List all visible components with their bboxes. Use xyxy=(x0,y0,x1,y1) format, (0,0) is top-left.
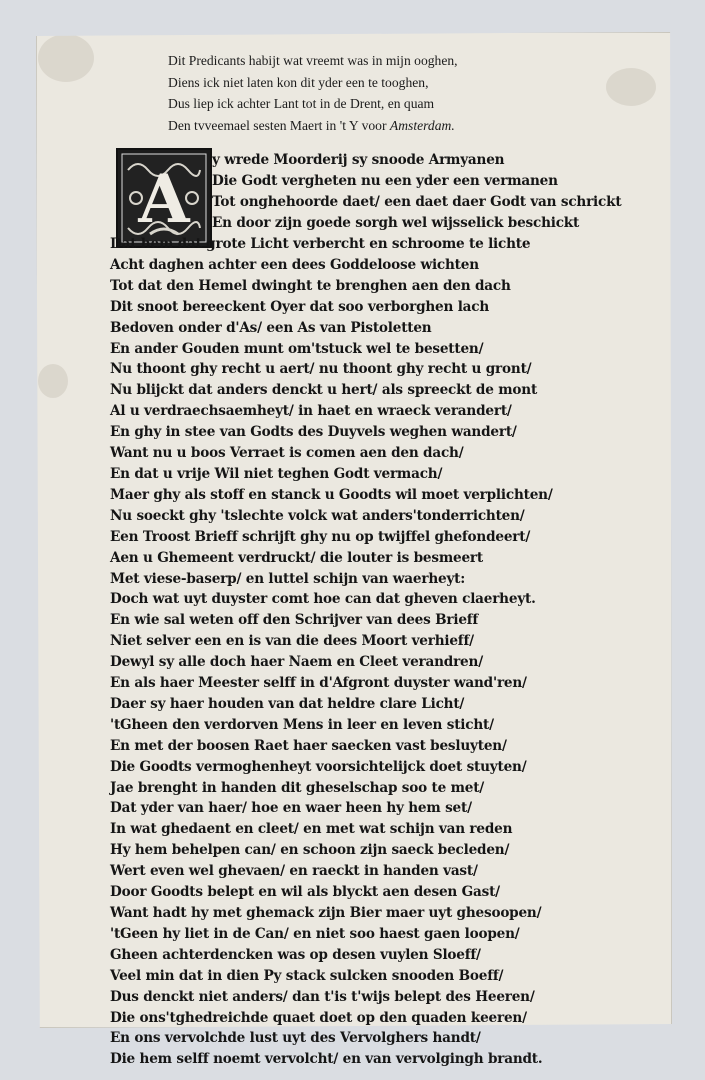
stain-left-margin xyxy=(38,364,68,398)
text-line: Want nu u boos Verraet is comen aen den dach/ xyxy=(110,445,464,462)
text-line: Dat hem dat grote Licht verbercht en schroome te lichte xyxy=(110,236,531,252)
body-text-indented xyxy=(212,150,642,234)
decorated-initial-icon xyxy=(116,148,212,248)
text-line: En ghy in stee van Godts des Duyvels weghen wandert/ xyxy=(110,424,517,441)
initial-letter: A xyxy=(138,160,190,238)
text-line: Jae brenght in handen dit gheselschap soo te met/ xyxy=(110,779,485,796)
verse-line-3: Dus liep ick achter Lant tot in de Drent, en quam xyxy=(168,96,435,111)
text-line: Dit snoot bereeckent Oyer dat soo verborghen lach xyxy=(110,298,490,315)
text-line: En dat u vrije Wil niet teghen Godt vermach/ xyxy=(110,465,443,482)
text-line: Dus denckt niet anders/ dan t'is t'wijs belept des Heeren/ xyxy=(110,988,535,1005)
text-line: Door Goodts belept en wil als blyckt aen desen Gast/ xyxy=(110,884,500,901)
text-line: Tot dat den Hemel dwinght te brenghen aen den dach xyxy=(110,277,511,294)
text-line: Die Goodts vermoghenheyt voorsichtelijck doet stuyten/ xyxy=(110,758,527,775)
verse-line-1: Dit Predicants habijt wat vreemt was in mijn ooghen, xyxy=(168,53,458,68)
text-line: Nu thoont ghy recht u aert/ nu thoont ghy recht u gront/ xyxy=(110,361,532,378)
verse-line-4 xyxy=(168,115,638,137)
text-line: Veel min dat in dien Py stack sulcken snooden Boeff/ xyxy=(110,967,504,984)
body-text-main xyxy=(110,234,553,1070)
text-line: Die hem selff noemt vervolcht/ en van vervolgingh brandt. xyxy=(110,1051,543,1068)
text-line: Wert even wel ghevaen/ en raeckt in handen vast/ xyxy=(110,863,478,880)
verse-place-name: Amsterdam. xyxy=(389,117,455,133)
text-line: 'tGeen hy liet in de Can/ en niet soo haest gaen loopen/ xyxy=(110,925,520,942)
text-line: Niet selver een en is van die dees Moort verhieff/ xyxy=(110,633,474,650)
text-line: Hy hem behelpen can/ en schoon zijn saeck becleden/ xyxy=(110,842,510,859)
text-line: Gheen achterdencken was op desen vuylen Sloeff/ xyxy=(110,946,481,963)
verse-line-4-text: Den tvveemael sesten Maert in 't Y voor xyxy=(168,117,390,133)
text-line: En ons vervolchde lust uyt des Vervolghers handt/ xyxy=(110,1030,481,1047)
text-line: Dat yder van haer/ hoe en waer heen hy hem set/ xyxy=(110,800,472,817)
text-line: Daer sy haer houden van dat heldre clare Licht/ xyxy=(110,695,465,712)
text-line: Die ons'tghedreichde quaet doet op den quaden keeren/ xyxy=(110,1009,527,1026)
text-line: y wrede Moorderij sy snoode Armyanen xyxy=(212,152,505,168)
text-line: Want hadt hy met ghemack zijn Bier maer uyt ghesoopen/ xyxy=(110,905,542,921)
opening-verse xyxy=(168,50,638,136)
text-line: En als haer Meester selff in d'Afgront duyster wand'ren/ xyxy=(110,675,527,692)
text-line: In wat ghedaent en cleet/ en met wat schijn van reden xyxy=(110,821,513,838)
stain-top-left xyxy=(38,34,94,82)
text-line: Al u verdraechsaemheyt/ in haet en wraeck verandert/ xyxy=(110,403,512,420)
text-line: Maer ghy als stoff en stanck u Goodts wil moet verplichten/ xyxy=(110,486,553,503)
text-line: 'tGheen den verdorven Mens in leer en leven sticht/ xyxy=(110,716,494,733)
text-line: En ander Gouden munt om'tstuck wel te besetten/ xyxy=(110,340,484,357)
text-line: Dewyl sy alle doch haer Naem en Cleet verandren/ xyxy=(110,654,483,671)
text-line: Nu blijckt dat anders denckt u hert/ als spreeckt de mont xyxy=(110,382,538,399)
text-line: En wie sal weten off den Schrijver van dees Brieff xyxy=(110,612,479,629)
text-line: En door zijn goede sorgh wel wijsselick beschickt xyxy=(212,214,580,231)
text-line: Met viese-baserp/ en luttel schijn van waerheyt: xyxy=(110,570,466,587)
text-line: Bedoven onder d'As/ een As van Pistoletten xyxy=(110,319,432,336)
verse-line-2: Diens ick niet laten kon dit yder een te tooghen, xyxy=(168,74,429,90)
decorated-initial-graphic xyxy=(118,150,210,246)
text-line: Aen u Ghemeent verdruckt/ die louter is besmeert xyxy=(110,549,483,566)
text-line: Acht daghen achter een dees Goddeloose wichten xyxy=(110,256,479,273)
text-line: Die Godt vergheten nu een yder een vermanen xyxy=(212,172,558,189)
text-line: En met der boosen Raet haer saecken vast besluyten/ xyxy=(110,737,507,754)
text-line: Doch wat uyt duyster comt hoe can dat gheven claerheyt. xyxy=(110,591,536,608)
text-line: Nu soeckt ghy 'tslechte volck wat anders'tonderrichten/ xyxy=(110,507,525,524)
text-line: Tot onghehoorde daet/ een daet daer Godt van schrickt xyxy=(212,193,622,210)
text-line: Een Troost Brieff schrijft ghy nu op twijffel ghefondeert/ xyxy=(110,528,531,545)
